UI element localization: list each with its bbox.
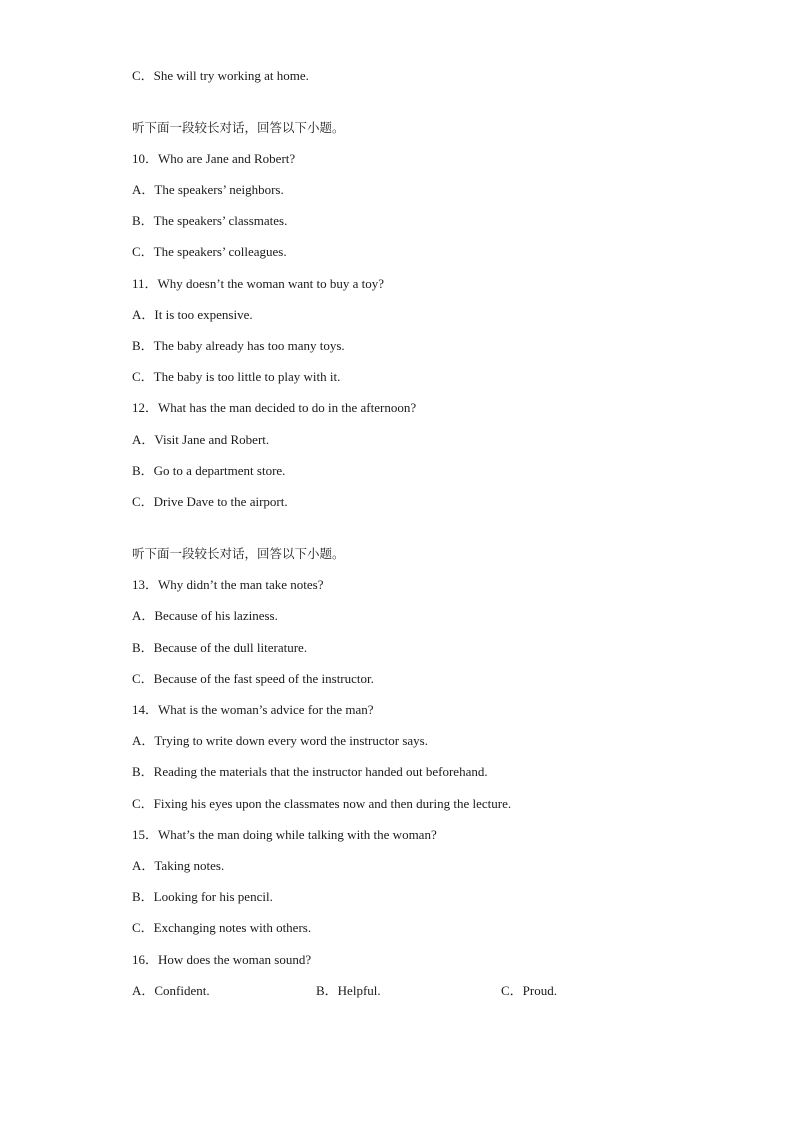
- question-12-option-b: B．Go to a department store.: [132, 463, 286, 478]
- question-10-option-a: A．The speakers’ neighbors.: [132, 182, 284, 197]
- option-9c: C．She will try working at home.: [132, 68, 309, 83]
- question-10-stem: 10．Who are Jane and Robert?: [132, 151, 296, 166]
- question-13-option-b: B．Because of the dull literature.: [132, 640, 308, 655]
- question-11-stem: 11．Why doesn’t the woman want to buy a toy?: [132, 276, 385, 291]
- question-14-stem: 14．What is the woman’s advice for the man?: [132, 702, 374, 717]
- question-10-option-b: B．The speakers’ classmates.: [132, 213, 288, 228]
- question-15-option-b: B．Looking for his pencil.: [132, 889, 273, 904]
- question-14-option-c: C．Fixing his eyes upon the classmates now and then during the lecture.: [132, 796, 512, 811]
- question-11-option-c: C．The baby is too little to play with it.: [132, 369, 341, 384]
- section-heading-1: 听下面一段较长对话，回答以下小题。: [132, 120, 345, 135]
- question-15-stem: 15．What’s the man doing while talking with the woman?: [132, 827, 437, 842]
- question-14-option-b: B．Reading the materials that the instructor handed out beforehand.: [132, 764, 488, 779]
- question-16-stem: 16．How does the woman sound?: [132, 952, 312, 967]
- question-13-stem: 13．Why didn’t the man take notes?: [132, 577, 324, 592]
- question-13-option-c: C．Because of the fast speed of the instructor.: [132, 671, 374, 686]
- question-12-option-a: A．Visit Jane and Robert.: [132, 432, 270, 447]
- section-heading-2: 听下面一段较长对话，回答以下小题。: [132, 546, 345, 561]
- question-16-option-b: B．Helpful.: [316, 983, 381, 998]
- question-16-option-c: C．Proud.: [501, 983, 557, 998]
- question-11-option-b: B．The baby already has too many toys.: [132, 338, 345, 353]
- question-12-stem: 12．What has the man decided to do in the afternoon?: [132, 400, 417, 415]
- question-15-option-c: C．Exchanging notes with others.: [132, 920, 312, 935]
- question-14-option-a: A．Trying to write down every word the instructor says.: [132, 733, 428, 748]
- question-10-option-c: C．The speakers’ colleagues.: [132, 244, 287, 259]
- question-13-option-a: A．Because of his laziness.: [132, 608, 278, 623]
- question-15-option-a: A．Taking notes.: [132, 858, 225, 873]
- question-12-option-c: C．Drive Dave to the airport.: [132, 494, 288, 509]
- question-16-option-a: A．Confident.: [132, 983, 210, 998]
- question-11-option-a: A．It is too expensive.: [132, 307, 253, 322]
